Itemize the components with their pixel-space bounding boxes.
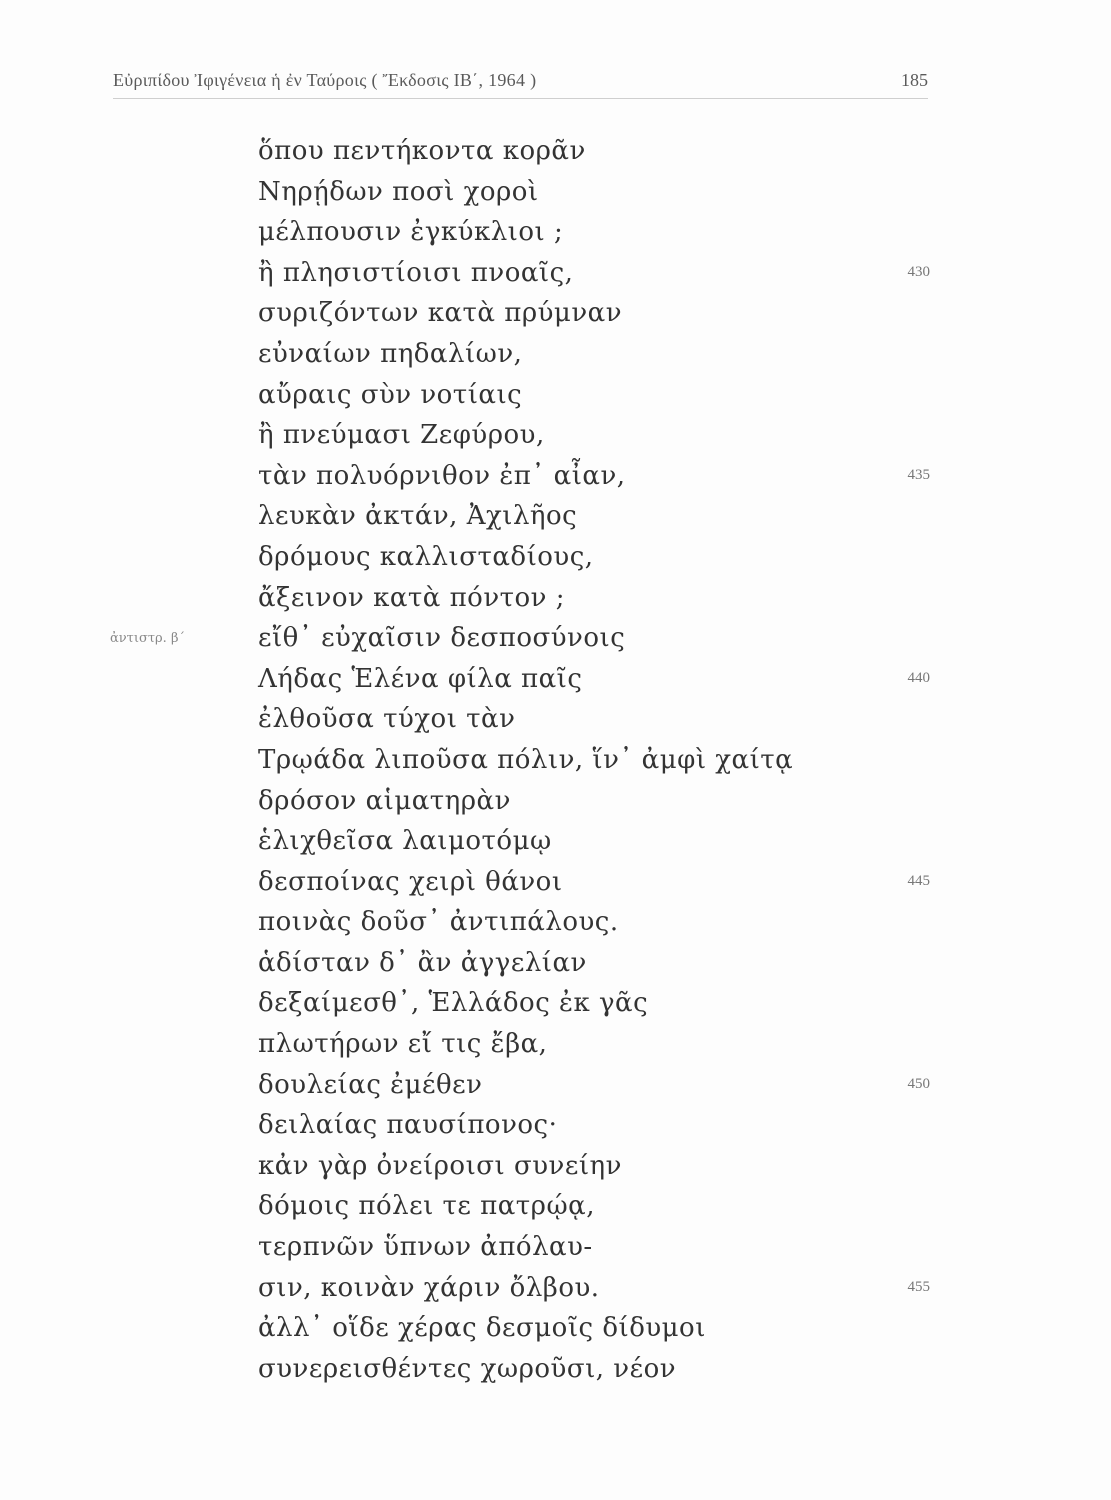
verse-text: δόμοις πόλει τε πατρῴᾳ, (258, 1191, 595, 1222)
line-number: 430 (907, 263, 930, 280)
verse-text: Λήδας Ἑλένα φίλα παῖς (258, 663, 583, 694)
verse-line (0, 946, 1111, 987)
verse-line (0, 1230, 1111, 1271)
verse-line (0, 378, 1111, 419)
verse-text: ποινὰς δοῦσ᾽ ἀντιπάλους. (258, 907, 619, 938)
verse-line (0, 215, 1111, 256)
verse-line (0, 1352, 1111, 1393)
verse-line (0, 296, 1111, 337)
verse-line (0, 662, 1111, 703)
line-number: 445 (907, 872, 930, 889)
verse-line (0, 1271, 1111, 1312)
verse-text: λευκὰν ἀκτάν, Ἀχιλῆος (258, 501, 578, 532)
verse-text: δειλαίας παυσίπονος· (258, 1110, 558, 1141)
running-header (113, 70, 928, 99)
line-number: 440 (907, 669, 930, 686)
verse-line (0, 621, 1111, 662)
verse-text: ἢ πνεύμασι Ζεφύρου, (258, 420, 545, 451)
verse-line (0, 743, 1111, 784)
verse-line (0, 702, 1111, 743)
verse-line (0, 1027, 1111, 1068)
verse-text: πλωτήρων εἴ τις ἔβα, (258, 1029, 548, 1060)
verse-text: ὅπου πεντήκοντα κορᾶν (258, 136, 586, 166)
verse-text: ἢ πλησιστίοισι πνοαῖς, (258, 257, 574, 288)
running-title: Εὐριπίδου Ἰφιγένεια ἡ ἐν Ταύροις ( Ἔκδοσις ΙΒ΄, 1964 ) (113, 70, 537, 90)
verse-text: εὐναίων πηδαλίων, (258, 338, 523, 369)
verse-text: Νηρῄδων ποσὶ χοροὶ (258, 176, 539, 207)
verse-text: συνερεισθέντες χωροῦσι, νέον (258, 1353, 677, 1384)
page-number: 185 (901, 70, 928, 90)
verse-line (0, 581, 1111, 622)
verse-text: Τρῳάδα λιποῦσα πόλιν, ἵν᾽ ἀμφὶ χαίτᾳ (258, 744, 794, 775)
verse-text: συριζόντων κατὰ πρύμναν (258, 298, 622, 329)
verse-line (0, 1068, 1111, 1109)
verse-text: μέλπουσιν ἐγκύκλιοι ; (258, 217, 564, 248)
verse-text: ἀλλ᾽ οἵδε χέρας δεσμοῖς δίδυμοι (258, 1313, 706, 1344)
verse-line (0, 337, 1111, 378)
verse-line (0, 824, 1111, 865)
verse-text: ἄξεινον κατὰ πόντον ; (258, 582, 565, 613)
verse-text: τὰν πολυόρνιθον ἐπ᾽ αἶαν, (258, 460, 626, 491)
line-number: 450 (907, 1075, 930, 1092)
verse-line (0, 986, 1111, 1027)
verse-line (0, 134, 1111, 175)
verse-line (0, 1189, 1111, 1230)
verse-line (0, 1311, 1111, 1352)
verse-text: τερπνῶν ὕπνων ἀπόλαυ- (258, 1232, 593, 1263)
verse-text: ἑλιχθεῖσα λαιμοτόμῳ (258, 826, 552, 857)
verse-text: σιν, κοινὰν χάριν ὄλβου. (258, 1272, 600, 1303)
verse-line (0, 905, 1111, 946)
verse-line (0, 784, 1111, 825)
verse-line (0, 499, 1111, 540)
verse-text: ἐλθοῦσα τύχοι τὰν (258, 704, 516, 735)
verse-text: δρόμους καλλισταδίους, (258, 541, 594, 572)
verse-line (0, 459, 1111, 500)
verse-text: κἀν γὰρ ὀνείροισι συνείην (258, 1150, 622, 1181)
verse-text: δεσποίνας χειρὶ θάνοι (258, 866, 563, 897)
margin-note: ἀντιστρ. β΄ (110, 631, 185, 647)
verse-line (0, 175, 1111, 216)
verse-text: δεξαίμεσθ᾽, Ἑλλάδος ἐκ γᾶς (258, 988, 649, 1019)
verse-text: δουλείας ἐμέθεν (258, 1069, 483, 1100)
verse-line (0, 540, 1111, 581)
verse-text: εἴθ᾽ εὐχαῖσιν δεσποσύνοις (258, 623, 626, 654)
verse-line (0, 418, 1111, 459)
line-number: 435 (907, 466, 930, 483)
verse-line (0, 256, 1111, 297)
verse-text: ἁδίσταν δ᾽ ἂν ἀγγελίαν (258, 947, 587, 978)
verse-line (0, 1149, 1111, 1190)
verse-line (0, 865, 1111, 906)
verse-line (0, 1108, 1111, 1149)
verse-block (0, 134, 1111, 1392)
line-number: 455 (907, 1278, 930, 1295)
verse-text: αὔραις σὺν νοτίαις (258, 379, 523, 410)
verse-text: δρόσον αἱματηρὰν (258, 785, 511, 816)
